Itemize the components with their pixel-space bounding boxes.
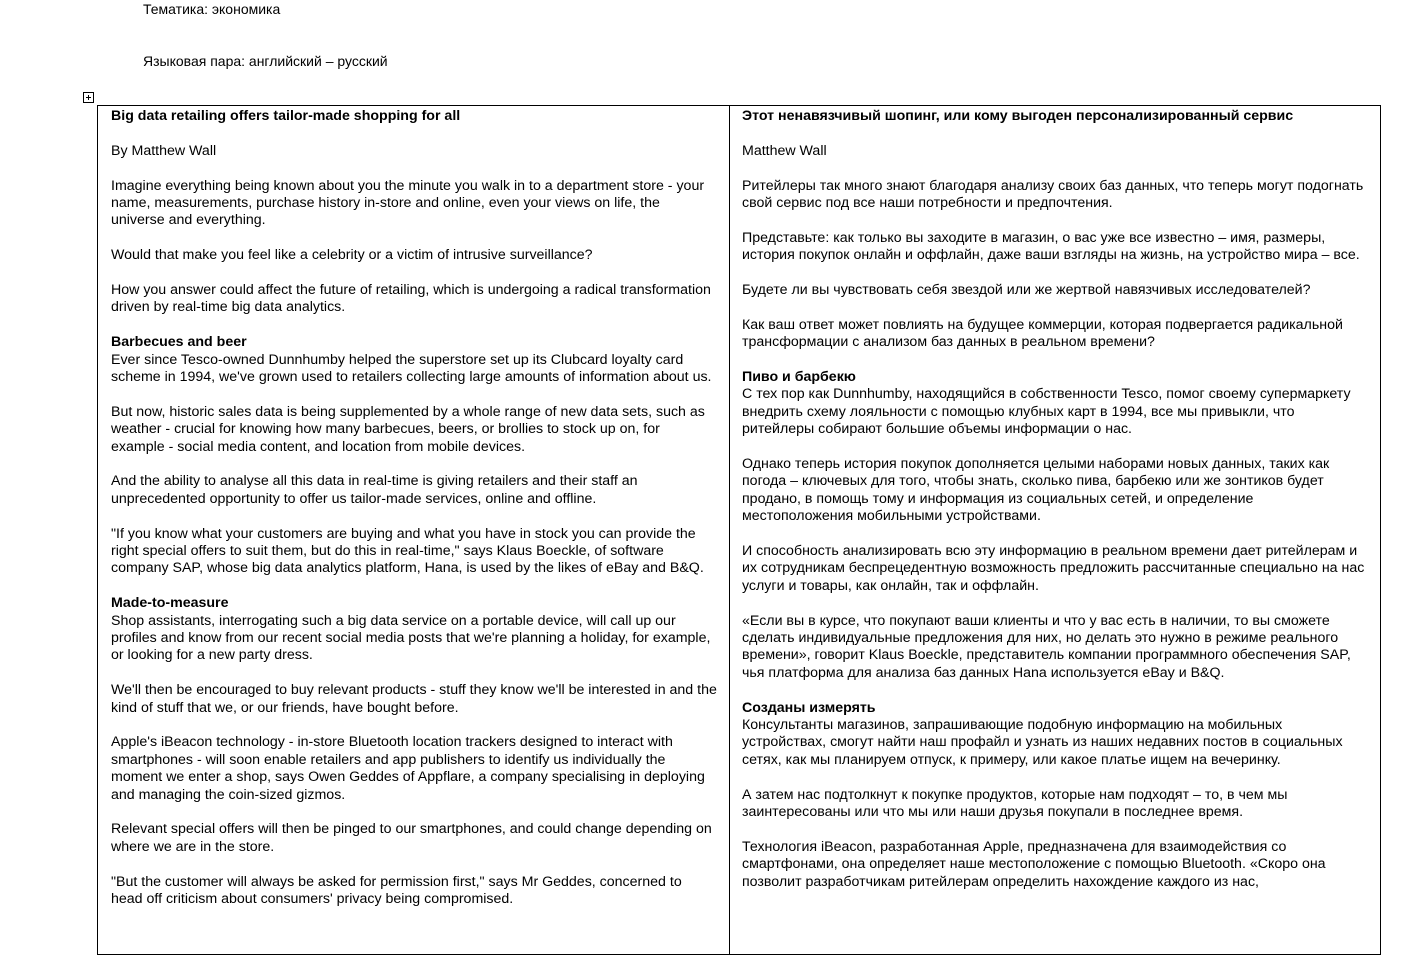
- russian-paragraph: Однако теперь история покупок дополняется целыми наборами новых данных, таких как погода – ключевых для того, чтобы знать, сколько пива, барбекю или же зонтиков будет продано, в помощь тому и информация из социальных сетей, и определение местоположения мобильными устройствами.: [742, 456, 1330, 525]
- document-language-pair-line: Языковая пара: английский – русский: [143, 53, 388, 69]
- russian-paragraph: С тех пор как Dunnhumby, находящийся в собственности Tesco, помог своему супермаркету внедрить схему лояльности с помощью клубных карт в 1994, все мы привыкли, что ритейлеры собирают большие объемы информации о нас.: [742, 386, 1351, 438]
- russian-paragraph: «Если вы в курсе, что покупают ваши клиенты и что у вас есть в наличии, то вы сможете сделать индивидуальные предложения для них, но делать это нужно в режиме реального времени», говорит Klaus Boeckle, представитель компании программного обеспечения SAP, чья платформа для анализа баз данных Hana используется eBay и B&Q.: [742, 612, 1351, 681]
- english-subheading: Barbecues and beer: [111, 334, 247, 351]
- translation-table: [97, 105, 1381, 955]
- russian-paragraph: Представьте: как только вы заходите в магазин, о вас уже все известно – имя, размеры, история покупок онлайн и оффлайн, даже ваши взгляды на жизнь, на устройство мира – все.: [742, 229, 1360, 264]
- russian-subheading: Пиво и барбекю: [742, 369, 856, 385]
- russian-paragraph: И способность анализировать всю эту информацию в реальном времени дает ритейлерам и их сотрудникам беспрецедентную возможность предложить рассчитанные специально на нас услуги и товары, как онлайн, так и оффлайн.: [742, 543, 1365, 594]
- russian-paragraph: Ритейлеры так много знают благодаря анализу своих баз данных, что теперь могут подогнать свой сервис под все наши потребности и предпочтения.: [742, 177, 1364, 211]
- column-divider: [729, 106, 730, 954]
- english-section-barbecues: [111, 334, 717, 386]
- russian-paragraph: Технология iBeacon, разработанная Apple, предназначена для взаимодействия со смартфонами, она определяет наше местоположение с помощью Bluetooth. «Скоро она позволит разработчикам ритейлерам определить нахождение каждого из нас,: [742, 838, 1326, 890]
- english-paragraph: We'll then be encouraged to buy relevant products - stuff they know we'll be interested in and the kind of stuff that we, or our friends, have bought before.: [111, 682, 717, 716]
- russian-paragraph: Будете ли вы чувствовать себя звездой или же жертвой навязчивых исследователей?: [742, 282, 1311, 298]
- english-paragraph: How you answer could affect the future of retailing, which is undergoing a radical transformation driven by real-time big data analytics.: [111, 282, 711, 316]
- english-paragraph: "But the customer will always be asked for permission first," says Mr Geddes, concerned to head off criticism about consumers' privacy being compromised.: [111, 873, 682, 908]
- russian-paragraph: Как ваш ответ может повлиять на будущее коммерции, которая подвергается радикальной трансформации с анализом баз данных в реальном времени?: [742, 316, 1343, 351]
- english-paragraph: Relevant special offers will then be pinged to our smartphones, and could change depending on where we are in the store.: [111, 821, 712, 855]
- english-paragraph: Imagine everything being known about you the minute you walk in to a department store - your name, measurements, purchase history in-store and online, even your views on life, the universe and everything.: [111, 177, 705, 229]
- russian-section-beer: [742, 369, 1368, 439]
- english-paragraph: Apple's iBeacon technology - in-store Bluetooth location trackers designed to interact with smartphones - will soon enable retailers and app publishers to identify us individually the moment we enter a shop, says Owen Geddes of Appflare, a company specialising in deploying and managing the coin-sized gizmos.: [111, 734, 705, 803]
- english-title: Big data retailing offers tailor-made shopping for all: [111, 108, 461, 124]
- english-paragraph: And the ability to analyse all this data in real-time is giving retailers and their staff an unprecedented opportunity to offer us tailor-made services, online and offline.: [111, 473, 638, 507]
- english-paragraph: But now, historic sales data is being supplemented by a whole range of new data sets, such as weather - crucial for knowing how many barbecues, beers, or brollies to stock up on, for example - social media content, and location from mobile devices.: [111, 403, 705, 455]
- russian-subheading: Созданы измерять: [742, 699, 876, 716]
- english-column: [111, 108, 717, 926]
- english-paragraph: "If you know what your customers are buying and what you have in stock you can provide the right special offers to suit them, but do this in real-time," says Klaus Boeckle, of software company SAP, whose big data analytics platform, Hana, is used by the likes of eBay and B&Q.: [111, 525, 704, 577]
- english-section-made-to-measure: [111, 595, 717, 665]
- russian-column: [742, 108, 1368, 908]
- english-paragraph: Ever since Tesco-owned Dunnhumby helped the superstore set up its Clubcard loyalty card scheme in 1994, we've grown used to retailers collecting large amounts of information about us.: [111, 351, 712, 386]
- russian-title: Этот ненавязчивый шопинг, или кому выгоден персонализированный сервис: [742, 108, 1294, 124]
- russian-section-measure: [742, 700, 1368, 770]
- russian-paragraph: А затем нас подтолкнут к покупке продуктов, которые нам подходят – то, в чем мы заинтересованы или что мы или наши друзья покупали в последнее время.: [742, 786, 1288, 821]
- russian-byline: Matthew Wall: [742, 142, 827, 159]
- english-paragraph: Shop assistants, interrogating such a big data service on a portable device, will call up our profiles and know from our recent social media posts that we're planning a holiday, for example, or looking for a new party dress.: [111, 612, 711, 664]
- table-move-handle-icon[interactable]: [83, 92, 94, 103]
- english-subheading: Made-to-measure: [111, 595, 229, 612]
- english-paragraph: Would that make you feel like a celebrity or a victim of intrusive surveillance?: [111, 247, 593, 264]
- document-topic-line: Тематика: экономика: [143, 1, 281, 17]
- russian-paragraph: Консультанты магазинов, запрашивающие подобную информацию на мобильных устройствах, смогут найти наш профайл и узнать из наших недавних постов в социальных сетях, как мы планируем отпуск, к примеру, или какое платье ищем на вечеринку.: [742, 717, 1343, 768]
- english-byline: By Matthew Wall: [111, 142, 217, 159]
